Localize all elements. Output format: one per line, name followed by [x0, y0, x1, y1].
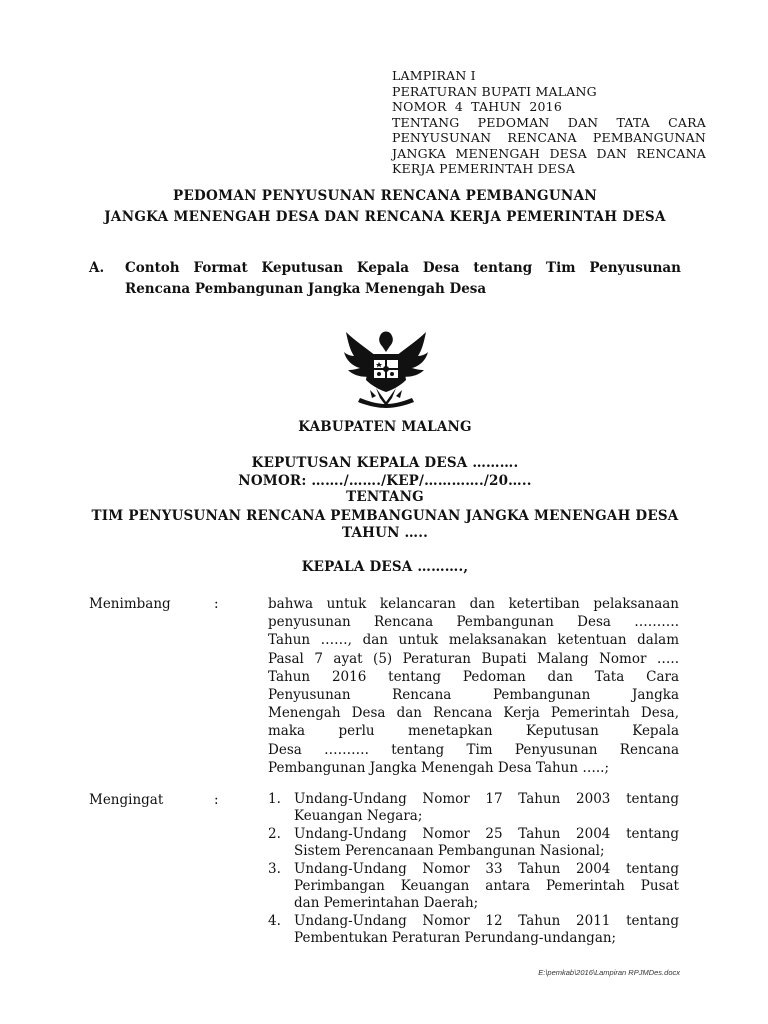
tentang-line: TENTANG [346, 489, 424, 505]
paragraph-line: bahwa untuk kelancaran dan ketertiban pelaksanaan [268, 596, 679, 612]
section-a-letter: A. [89, 260, 105, 276]
paragraph-line: Menengah Desa dan Rencana Kerja Pemerintah Desa, [268, 705, 679, 722]
lampiran-line: LAMPIRAN I [392, 68, 476, 83]
paragraph-line: Pembangunan Jangka Menengah Desa Tahun …..; [268, 759, 609, 776]
list-item-number: 3. [268, 860, 281, 877]
list-item-line: Undang-Undang Nomor 12 Tahun 2011 tentang [294, 912, 679, 929]
lampiran-line: JANGKA MENENGAH DESA DAN RENCANA [392, 145, 706, 161]
lampiran-line: NOMOR 4 TAHUN 2016 [392, 99, 562, 114]
lampiran-line: KERJA PEMERINTAH DESA [392, 161, 576, 176]
menimbang-paragraph [268, 595, 679, 777]
list-item-line: Undang-Undang Nomor 33 Tahun 2004 tentang [294, 860, 679, 877]
tim-line: TIM PENYUSUNAN RENCANA PEMBANGUNAN JANGKA MENENGAH DESA [91, 508, 679, 524]
paragraph-line: penyusunan Rencana Pembangunan Desa ………. [268, 614, 679, 631]
lampiran-line: PENYUSUNAN RENCANA PEMBANGUNAN [392, 130, 706, 145]
garuda-pancasila-emblem-icon [340, 326, 432, 410]
list-item-line: dan Pemerintahan Daerah; [294, 895, 479, 912]
list-item [268, 861, 679, 913]
lampiran-header [392, 68, 706, 177]
lampiran-line: TENTANG PEDOMAN DAN TATA CARA [392, 114, 706, 130]
paragraph-line: Pasal 7 ayat (5) Peraturan Bupati Malang Nomor ….. [268, 650, 679, 667]
list-item-line: Pembentukan Peraturan Perundang-undangan; [294, 930, 617, 947]
list-item-line: Keuangan Negara; [294, 808, 423, 825]
menimbang-label: Menimbang [89, 596, 171, 612]
lampiran-line: PERATURAN BUPATI MALANG [392, 83, 597, 99]
menimbang-colon: : [214, 596, 219, 612]
list-item-line: Sistem Perencanaan Pembangunan Nasional; [294, 843, 605, 860]
list-item-number: 2. [268, 825, 281, 842]
list-item [268, 913, 679, 948]
nomor-line: NOMOR: ……./……./KEP/…………./20….. [238, 473, 532, 489]
document-title-line-1: PEDOMAN PENYUSUNAN RENCANA PEMBANGUNAN [173, 188, 597, 204]
section-a-line: Contoh Format Keputusan Kepala Desa tentang Tim Penyusunan [125, 260, 681, 276]
keputusan-line: KEPUTUSAN KEPALA DESA ………. [251, 455, 519, 471]
mengingat-colon: : [214, 792, 219, 808]
document-title-line-2: JANGKA MENENGAH DESA DAN RENCANA KERJA PEMERINTAH DESA [104, 209, 666, 225]
kabupaten-heading: KABUPATEN MALANG [298, 419, 472, 435]
list-item-number: 1. [268, 791, 281, 807]
section-a-line: Rencana Pembangunan Jangka Menengah Desa [125, 281, 487, 297]
list-item-line: Undang-Undang Nomor 25 Tahun 2004 tentang [294, 825, 679, 842]
tahun-line: TAHUN ….. [341, 525, 429, 541]
paragraph-line: Desa ………. tentang Tim Penyusunan Rencana [268, 741, 679, 758]
paragraph-line: Tahun 2016 tentang Pedoman dan Tata Cara [268, 668, 679, 685]
paragraph-line: maka perlu menetapkan Keputusan Kepala [268, 723, 679, 740]
mengingat-list [268, 791, 679, 948]
list-item-number: 4. [268, 912, 281, 929]
list-item-line: Undang-Undang Nomor 17 Tahun 2003 tentang [294, 791, 679, 807]
list-item [268, 826, 679, 861]
paragraph-line: Tahun ……, dan untuk melaksanakan ketentuan dalam [268, 632, 679, 649]
file-path-footer: E:\pemkab\2016\Lampiran RPJMDes.docx [538, 968, 680, 977]
list-item-line: Perimbangan Keuangan antara Pemerintah Pusat [294, 878, 679, 895]
section-a [89, 258, 681, 300]
list-item [268, 791, 679, 826]
mengingat-label: Mengingat [89, 792, 164, 808]
paragraph-line: Penyusunan Rencana Pembangunan Jangka [268, 687, 679, 704]
kepala-desa-heading: KEPALA DESA ………., [301, 559, 469, 575]
